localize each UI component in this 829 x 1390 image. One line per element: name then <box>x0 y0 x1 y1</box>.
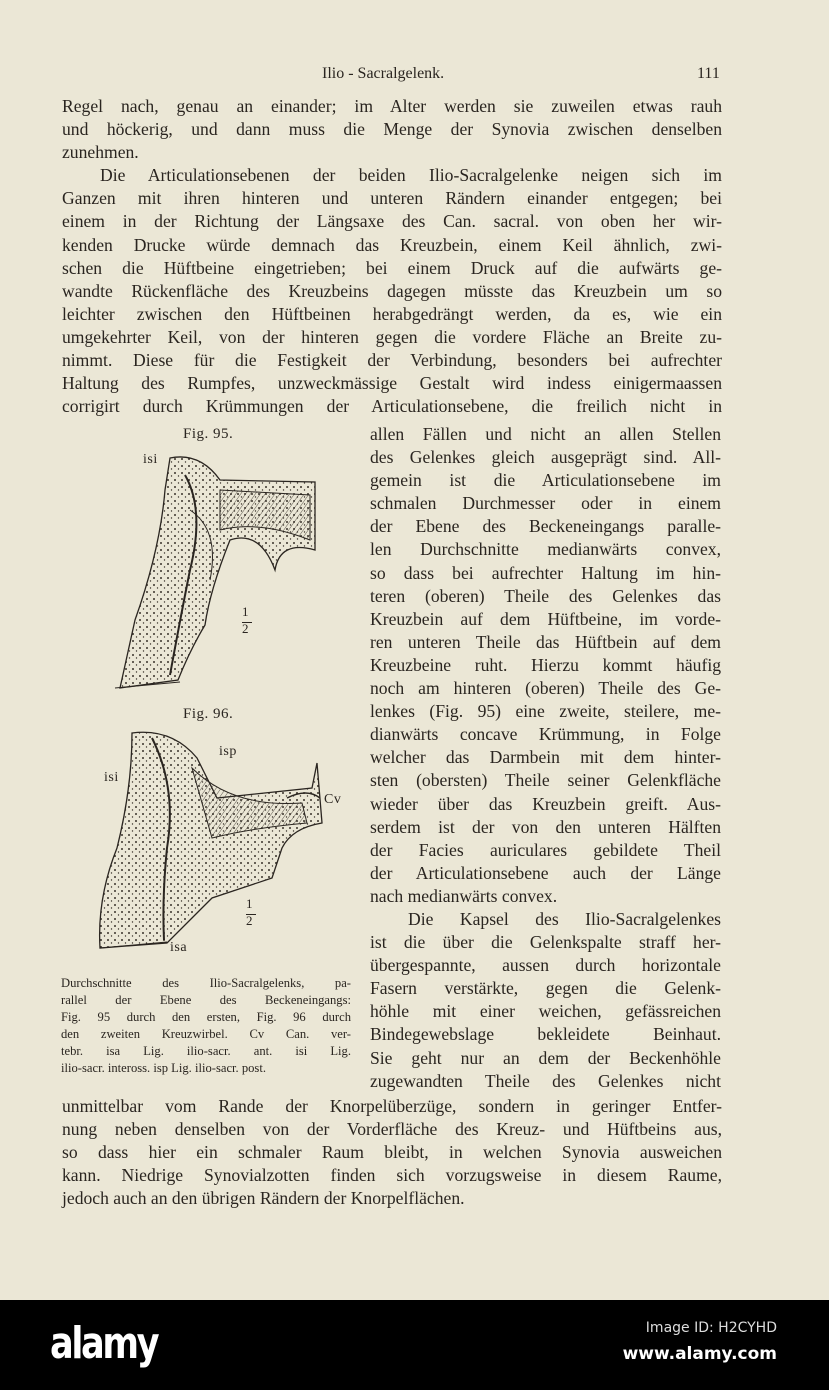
text-line: Bindegewebslage bekleidete Beinhaut. <box>370 1024 721 1045</box>
text-line: der Ebene des Beckeneingangs paralle- <box>370 516 721 537</box>
fig96-scale-numerator: 1 <box>246 896 253 911</box>
text-line: des Gelenkes gleich ausgeprägt sind. All- <box>370 447 721 468</box>
text-line: Die Kapsel des Ilio-Sacralgelenkes <box>408 908 721 929</box>
text-line: schmalen Durchmesser oder in einem <box>370 493 721 514</box>
right-column-text <box>370 423 721 1093</box>
page-number: 111 <box>697 65 720 82</box>
text-line: der Articulationsebene auch der Länge <box>370 862 721 883</box>
fig95-scale-numerator: 1 <box>242 604 249 619</box>
text-line: umgekehrter Keil, von der hinteren gegen die vordere Fläche an Breite zu- <box>62 326 722 347</box>
text-line: einem in der Richtung der Längsaxe des Can. sacral. von oben her wir- <box>62 211 722 232</box>
text-line: nimmt. Diese für die Festigkeit der Verbindung, besonders bei aufrechter <box>62 350 722 371</box>
text-line: gemein ist die Articulationsebene im <box>370 470 721 491</box>
text-line: zunehmen. <box>62 142 139 163</box>
text-line: Fig. 95 durch den ersten, Fig. 96 durch <box>61 1010 351 1024</box>
text-line: allen Fällen und nicht an allen Stellen <box>370 424 721 444</box>
text-line: wandte Rückenfläche des Kreuzbeins dagegen müsste das Kreuzbein um so <box>62 280 722 301</box>
fig95-label-isi: isi <box>143 452 158 467</box>
text-line: so dass bei aufrechter Haltung im hin- <box>370 562 721 583</box>
bottom-paragraph <box>62 1095 722 1210</box>
text-line: serdem ist der von den unteren Hälften <box>370 816 721 837</box>
text-line: Haltung des Rumpfes, unzweckmässige Gestalt wird indess einigermaassen <box>62 373 722 394</box>
fig96-label-cv: Cv <box>324 792 342 807</box>
text-line: dianwärts concave Krümmung, in Folge <box>370 724 721 745</box>
text-line: Die Articulationsebenen der beiden Ilio-Sacralgelenke neigen sich im <box>100 165 722 186</box>
text-line: kann. Niedrige Synovialzotten finden sich vorzugsweise in diesem Raume, <box>62 1165 722 1186</box>
text-line: len Durchschnitte medianwärts convex, <box>370 539 721 560</box>
text-line: Kreuzbein auf dem Hüftbeine, im vorde- <box>370 608 721 629</box>
figure-caption <box>61 975 351 1077</box>
text-line: ist die über die Gelenkspalte straff her- <box>370 932 721 953</box>
text-line: übergespannte, aussen durch horizontale <box>370 955 721 976</box>
figure-95-illustration <box>110 450 325 695</box>
text-line: rallel der Ebene des Beckeneingangs: <box>61 993 351 1007</box>
figure-96-title: Fig. 96. <box>183 706 234 722</box>
text-line: und höckerig, und dann muss die Menge der Synovia zwischen denselben <box>62 119 722 140</box>
fig95-scale-denominator: 2 <box>242 622 252 635</box>
text-line: jedoch auch an den übrigen Rändern der Knorpelflächen. <box>62 1188 465 1209</box>
text-line: höhle mit einer weichen, gefässreichen <box>370 1001 721 1022</box>
text-line: unmittelbar vom Rande der Knorpelüberzüge, sondern in geringer Entfer- <box>62 1096 722 1116</box>
text-line: nach medianwärts convex. <box>370 885 558 906</box>
text-line: nung neben denselben von der Vorderfläche des Kreuz- und Hüftbeins aus, <box>62 1119 722 1140</box>
image-id: Image ID: H2CYHD <box>645 1320 777 1336</box>
text-line: noch am hinteren (oberen) Theile des Ge- <box>370 678 721 699</box>
watermark-bar <box>0 1300 829 1390</box>
fig96-label-isi: isi <box>104 770 119 785</box>
fig96-label-isa: isa <box>170 940 188 955</box>
text-line: lenkes (Fig. 95) eine zweite, steilere, me- <box>370 701 721 722</box>
text-line: den zweiten Kreuzwirbel. Cv Can. ver- <box>61 1027 351 1041</box>
text-line: leichter zwischen den Hüftbeinen herabgedrängt werden, da es, wie ein <box>62 303 722 324</box>
text-line: ren unteren Theile das Hüftbein auf dem <box>370 631 721 652</box>
text-line: der Facies auriculares gebildete Theil <box>370 839 721 860</box>
site-url: www.alamy.com <box>622 1344 777 1364</box>
text-line: Sie geht nur an dem der Beckenhöhle <box>370 1047 721 1068</box>
text-line: schen die Hüftbeine eingetrieben; bei einem Druck auf die aufwärts ge- <box>62 257 722 278</box>
figure-95-title: Fig. 95. <box>183 426 234 442</box>
text-line: so dass hier ein schmaler Raum bleibt, in welchen Synovia ausweichen <box>62 1142 722 1163</box>
text-line: ilio-sacr. inteross. isp Lig. ilio-sacr. post. <box>61 1061 266 1075</box>
fig96-label-isp: isp <box>219 744 237 759</box>
text-line: kenden Drucke würde demnach das Kreuzbein, einem Keil ähnlich, zwi- <box>62 234 722 255</box>
fig96-scale-denominator: 2 <box>246 914 256 927</box>
text-line: zugewandten Theile des Gelenkes nicht <box>370 1070 721 1091</box>
text-line: wieder über das Kreuzbein greift. Aus- <box>370 793 721 814</box>
text-line: Ganzen mit ihren hinteren und unteren Rändern einander entgegen; bei <box>62 188 722 209</box>
text-line: tebr. isa Lig. ilio-sacr. ant. isi Lig. <box>61 1044 351 1058</box>
top-paragraphs <box>62 95 722 418</box>
running-title: Ilio - Sacralgelenk. <box>322 65 445 82</box>
text-line: sten (obersten) Theile seiner Gelenkfläche <box>370 770 721 791</box>
alamy-logo: alamy <box>50 1318 158 1369</box>
text-line: Kreuzbeine ruht. Hierzu kommt häufig <box>370 654 721 675</box>
text-line: teren (oberen) Theile des Gelenkes das <box>370 585 721 606</box>
text-line: Regel nach, genau an einander; im Alter werden sie zuweilen etwas rauh <box>62 96 722 116</box>
text-line: welcher das Darmbein mit dem hinter- <box>370 747 721 768</box>
text-line: corrigirt durch Krümmungen der Articulationsebene, die freilich nicht in <box>62 396 722 417</box>
text-line: Durchschnitte des Ilio-Sacralgelenks, pa- <box>61 976 351 990</box>
figure-96-illustration <box>92 728 347 953</box>
text-line: Fasern verstärkte, gegen die Gelenk- <box>370 978 721 999</box>
